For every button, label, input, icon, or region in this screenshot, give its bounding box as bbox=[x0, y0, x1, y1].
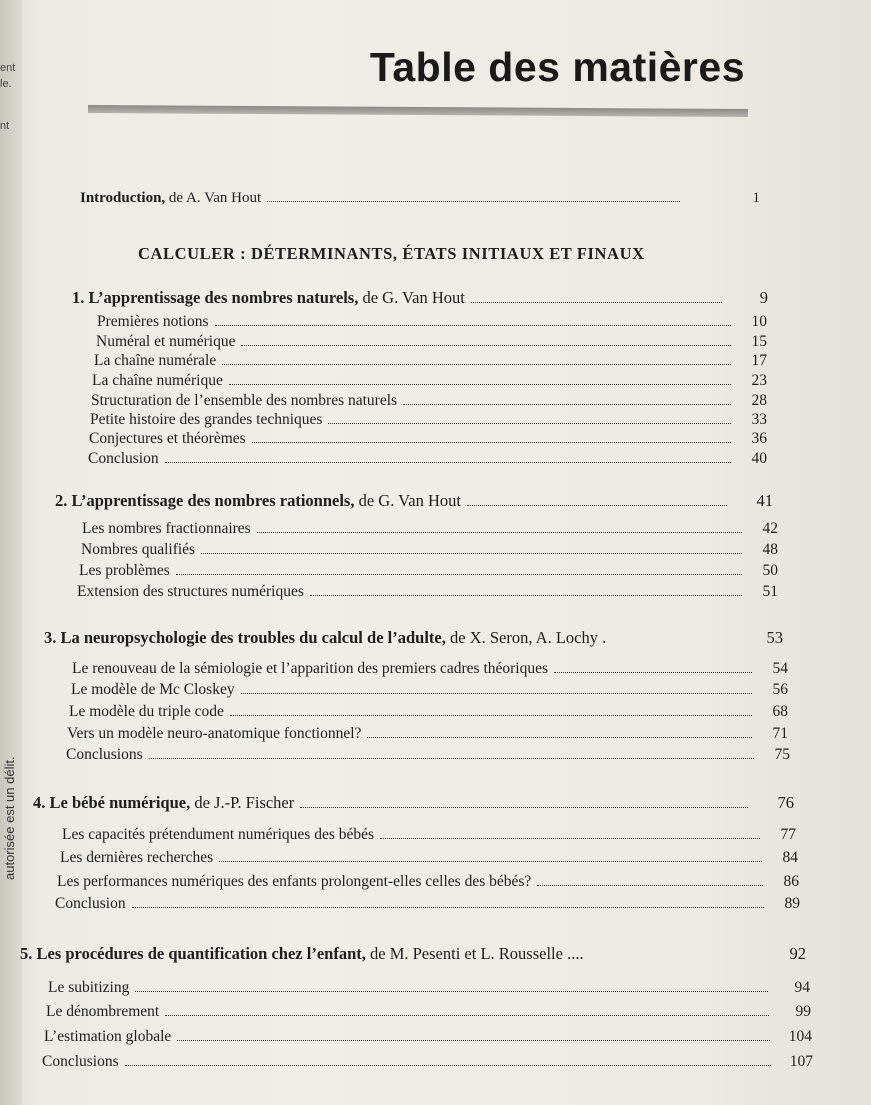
toc-entry: Les problèmes 50 bbox=[79, 562, 778, 579]
toc-entry: Les dernières recherches 84 bbox=[60, 849, 798, 866]
toc-entry: Les capacités prétendument numériques des bébés 77 bbox=[62, 826, 796, 843]
copyright-note: autorisée est un délit. bbox=[2, 756, 17, 880]
toc-entry: Le modèle du triple code 68 bbox=[69, 703, 788, 720]
title-rule bbox=[88, 105, 748, 117]
page-number: 92 bbox=[789, 944, 806, 963]
page-number: 76 bbox=[777, 793, 794, 812]
edge-fragment: ent bbox=[0, 62, 16, 74]
toc-entry: Conclusion 89 bbox=[55, 895, 800, 912]
toc-entry: Vers un modèle neuro-anatomique fonctionnel? 71 bbox=[67, 725, 788, 742]
toc-entry: La chaîne numérale 17 bbox=[94, 352, 767, 369]
toc-entry: Petite histoire des grandes techniques 33 bbox=[90, 411, 767, 428]
toc-entry: Nombres qualifiés 48 bbox=[81, 541, 778, 558]
toc-entry: Premières notions 10 bbox=[97, 313, 767, 330]
toc-entry: Numéral et numérique 15 bbox=[96, 333, 767, 350]
toc-entry: Les performances numériques des enfants prolongent-elles celles des bébés? 86 bbox=[57, 873, 799, 890]
section-heading: CALCULER : DÉTERMINANTS, ÉTATS INITIAUX ET FINAUX bbox=[138, 244, 645, 263]
page-title: Table des matières bbox=[369, 44, 745, 90]
chapter-title: 1. L’apprentissage des nombres naturels, de G. Van Hout bbox=[72, 288, 465, 307]
chapter-title: 2. L’apprentissage des nombres rationnels, de G. Van Hout bbox=[55, 491, 461, 510]
toc-entry: Extension des structures numériques 51 bbox=[77, 583, 778, 600]
toc-entry: Le renouveau de la sémiologie et l’apparition des premiers cadres théoriques 54 bbox=[72, 660, 788, 677]
page-number: 53 bbox=[766, 628, 783, 647]
toc-entry: La chaîne numérique 23 bbox=[92, 372, 767, 389]
page-number: 41 bbox=[756, 491, 773, 510]
page-number: 1 bbox=[752, 190, 760, 207]
toc-entry: Conjectures et théorèmes 36 bbox=[89, 430, 767, 447]
toc-entry: Conclusions 75 bbox=[66, 746, 790, 763]
toc-chapter-3 bbox=[44, 628, 783, 648]
toc-entry: Le dénombrement 99 bbox=[46, 1003, 811, 1020]
chapter-title: 4. Le bébé numérique, de J.-P. Fischer bbox=[33, 793, 295, 812]
edge-fragment: le. bbox=[0, 78, 12, 90]
toc-entry: Conclusion 40 bbox=[88, 450, 767, 467]
toc-chapter-2 bbox=[55, 491, 773, 511]
chapter-title: 3. La neuropsychologie des troubles du calcul de l’adulte, de X. Seron, A. Lochy . bbox=[44, 628, 607, 647]
toc-introduction bbox=[80, 190, 760, 207]
dot-leader bbox=[467, 493, 727, 506]
page-number: 9 bbox=[759, 288, 768, 307]
toc-entry: Le modèle de Mc Closkey 56 bbox=[71, 681, 788, 698]
dot-leader bbox=[300, 795, 748, 808]
toc-entry: Conclusions 107 bbox=[42, 1053, 813, 1070]
toc-chapter-1 bbox=[72, 288, 768, 308]
dot-leader bbox=[471, 290, 722, 303]
toc-entry: Les nombres fractionnaires 42 bbox=[82, 520, 778, 537]
toc-chapter-5 bbox=[20, 944, 806, 964]
intro-label: Introduction, de A. Van Hout bbox=[80, 190, 262, 207]
chapter-title: 5. Les procédures de quantification chez l’enfant, de M. Pesenti et L. Rousselle .... bbox=[20, 944, 584, 963]
toc-entry: Structuration de l’ensemble des nombres naturels 28 bbox=[91, 392, 767, 409]
toc-entry: Le subitizing 94 bbox=[48, 979, 810, 996]
page-gutter bbox=[0, 0, 22, 1105]
toc-chapter-4 bbox=[33, 793, 794, 813]
edge-fragment: nt bbox=[0, 120, 10, 132]
dot-leader bbox=[267, 190, 680, 202]
toc-entry: L’estimation globale 104 bbox=[44, 1028, 812, 1045]
